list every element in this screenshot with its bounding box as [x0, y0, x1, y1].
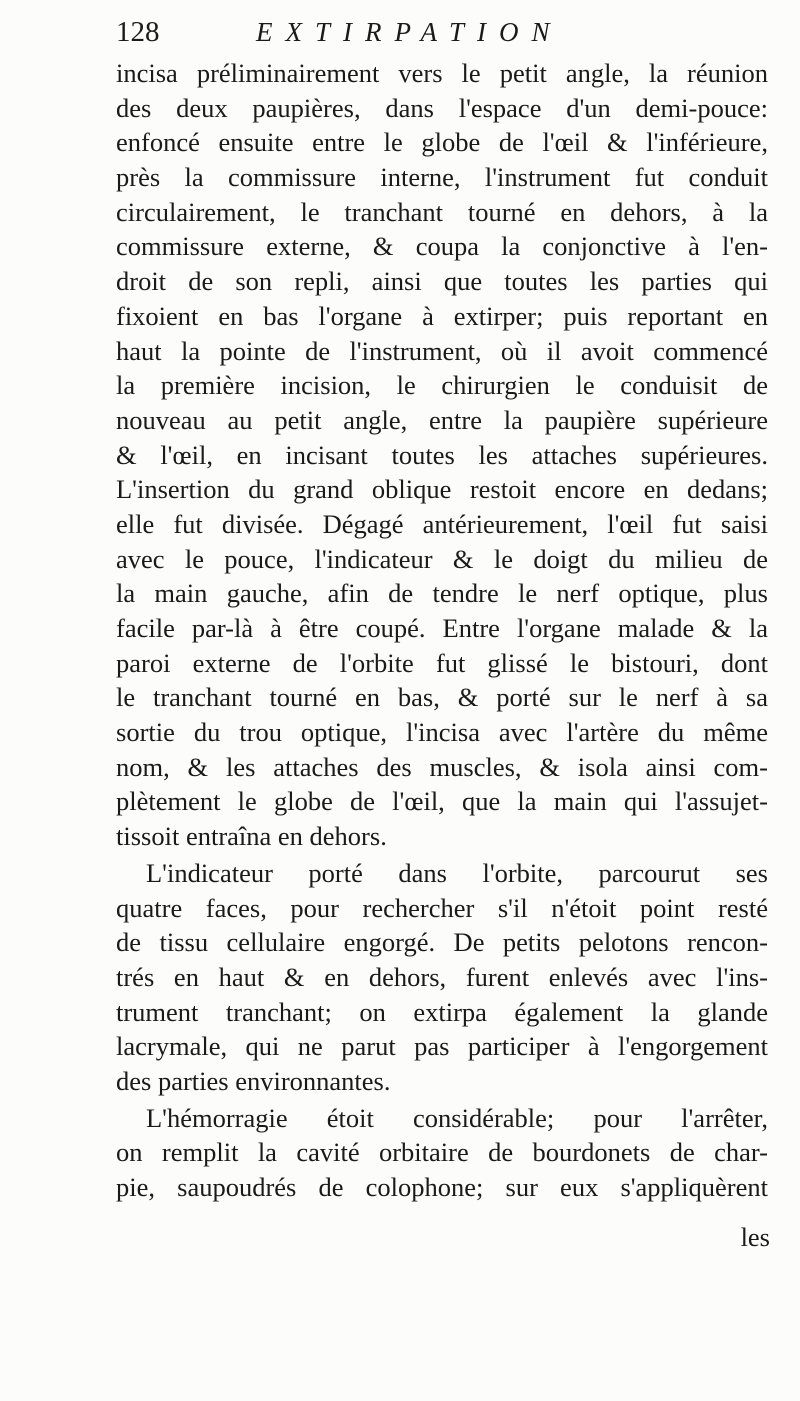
- body-text: [116, 56, 768, 1205]
- page-number: 128: [116, 16, 160, 48]
- text-line: tissoit entraîna en dehors.: [116, 821, 387, 852]
- text-line: fixoient en bas l'organe à extirper; puis reportant en: [116, 300, 768, 331]
- text-line: quatre faces, pour rechercher s'il n'étoit point resté: [116, 892, 768, 923]
- catchword: les: [740, 1222, 770, 1252]
- text-line: lacrymale, qui ne parut pas participer à l'engorgement: [116, 1031, 768, 1062]
- text-line: trés en haut & en dehors, furent enlevés avec l'ins-: [116, 961, 768, 992]
- text-line: de tissu cellulaire engorgé. De petits pelotons rencon-: [116, 927, 768, 958]
- text-line: facile par-là à être coupé. Entre l'organe malade & la: [116, 613, 768, 643]
- text-line: droit de son repli, ainsi que toutes les parties qui: [116, 266, 768, 297]
- text-line: L'insertion du grand oblique restoit encore en dedans;: [116, 474, 768, 505]
- text-line: pie, saupoudrés de colophone; sur eux s'appliquèrent: [116, 1172, 768, 1202]
- text-line: la première incision, le chirurgien le conduisit de: [116, 370, 768, 401]
- text-line: incisa préliminairement vers le petit angle, la réunion: [116, 58, 768, 88]
- text-line: L'indicateur porté dans l'orbite, parcourut ses: [146, 857, 768, 888]
- text-line: nom, & les attaches des muscles, & isola ainsi com-: [116, 751, 768, 782]
- text-line: près la commissure interne, l'instrument fut conduit: [116, 162, 768, 193]
- text-line: commissure externe, & coupa la conjonctive à l'en-: [116, 231, 768, 262]
- text-line: paroi externe de l'orbite fut glissé le bistouri, dont: [116, 647, 768, 678]
- text-line: elle fut divisée. Dégagé antérieurement, l'œil fut saisi: [116, 508, 768, 539]
- text-line: plètement le globe de l'œil, que la main qui l'assujet-: [116, 786, 768, 817]
- text-line: circulairement, le tranchant tourné en dehors, à la: [116, 196, 768, 227]
- text-line: trument tranchant; on extirpa également la glande: [116, 996, 768, 1027]
- text-line: des parties environnantes.: [116, 1065, 391, 1096]
- text-line: on remplit la cavité orbitaire de bourdonets de char-: [116, 1137, 768, 1168]
- text-line: & l'œil, en incisant toutes les attaches supérieures.: [116, 439, 768, 470]
- text-line: avec le pouce, l'indicateur & le doigt du milieu de: [116, 543, 768, 574]
- text-line: L'hémorragie étoit considérable; pour l'arrêter,: [146, 1102, 768, 1133]
- text-line: la main gauche, afin de tendre le nerf optique, plus: [116, 578, 768, 609]
- paragraph: [116, 856, 768, 1099]
- paragraph: [116, 56, 768, 854]
- paragraph: [116, 1101, 768, 1205]
- text-line: nouveau au petit angle, entre la paupière supérieure: [116, 404, 768, 435]
- text-line: haut la pointe de l'instrument, où il avoit commencé: [116, 335, 768, 366]
- text-line: sortie du trou optique, l'incisa avec l'artère du même: [116, 717, 768, 748]
- running-title: EXTIRPATION: [256, 17, 563, 47]
- text-line: le tranchant tourné en bas, & porté sur le nerf à sa: [116, 682, 768, 713]
- text-line: des deux paupières, dans l'espace d'un demi-pouce:: [116, 92, 768, 123]
- text-line: enfoncé ensuite entre le globe de l'œil & l'inférieure,: [116, 127, 768, 158]
- page-header: [116, 12, 776, 52]
